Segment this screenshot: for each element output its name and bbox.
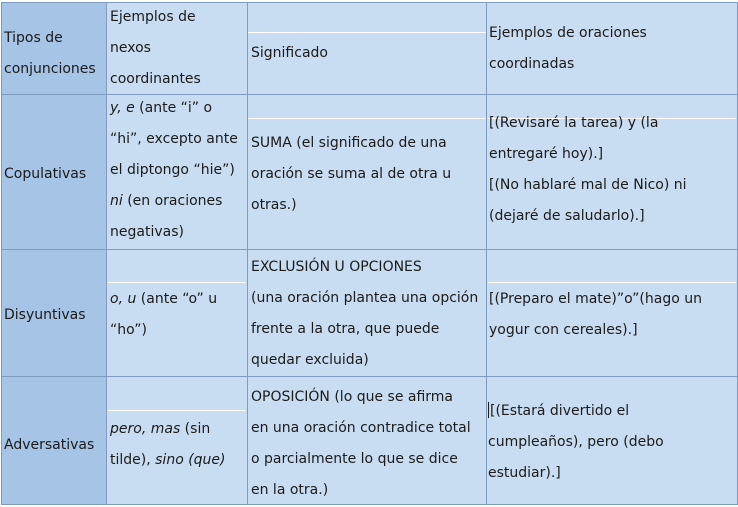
sub-divider (248, 32, 486, 33)
grid-line (106, 2, 107, 505)
row-label-copulativas: Copulativas (4, 166, 87, 182)
header-nexos: Ejemplos de nexos coordinantes (110, 9, 201, 87)
row-ejemplos-adversativas: [(Estará divertido el cumpleaños), pero (debo estudiar).] (488, 403, 664, 481)
grid-line (1, 249, 737, 250)
row-significado-disyuntivas: EXCLUSIÓN U OPCIONES (una oración plantea una opción frente a la otra, que puede quedar excluida) (251, 259, 479, 368)
sub-divider (108, 282, 246, 283)
row-label-adversativas: Adversativas (4, 437, 95, 453)
row-significado-copulativas: SUMA (el significado de una oración se suma al de otra u otras.) (251, 135, 452, 213)
row-nexos-disyuntivas: o, u (ante “o” u “ho”) (110, 291, 218, 338)
row-ejemplos-disyuntivas: [(Preparo el mate)”o”(hago un yogur con cereales).] (489, 291, 702, 338)
header-significado: Significado (251, 45, 328, 61)
grid-line (247, 2, 248, 505)
row-nexos-copulativas: y, e (ante “i” o “hi”, excepto ante el diptongo “hie”) ni (en oraciones negativas) (110, 100, 238, 240)
sub-divider (248, 118, 486, 119)
grid-line (1, 376, 737, 377)
grid-line (486, 2, 487, 505)
header-tipos: Tipos de conjunciones (4, 30, 96, 77)
text-cursor (488, 402, 489, 418)
sub-divider (488, 282, 736, 283)
grid-line (1, 2, 2, 505)
sub-divider (108, 410, 246, 411)
row-significado-adversativas: OPOSICIÓN (lo que se afirma en una oración contradice total o parcialmente lo que se dice en la otra.) (251, 389, 471, 498)
row-ejemplos-copulativas: [(Revisaré la tarea) y (la entregaré hoy).] [(No hablaré mal de Nico) ni (dejaré de saludarlo).] (489, 115, 687, 224)
header-ejemplos: Ejemplos de oraciones coordinadas (489, 25, 647, 72)
row-nexos-adversativas: pero, mas (sin tilde), sino (que) (110, 421, 226, 468)
row-label-disyuntivas: Disyuntivas (4, 307, 86, 323)
